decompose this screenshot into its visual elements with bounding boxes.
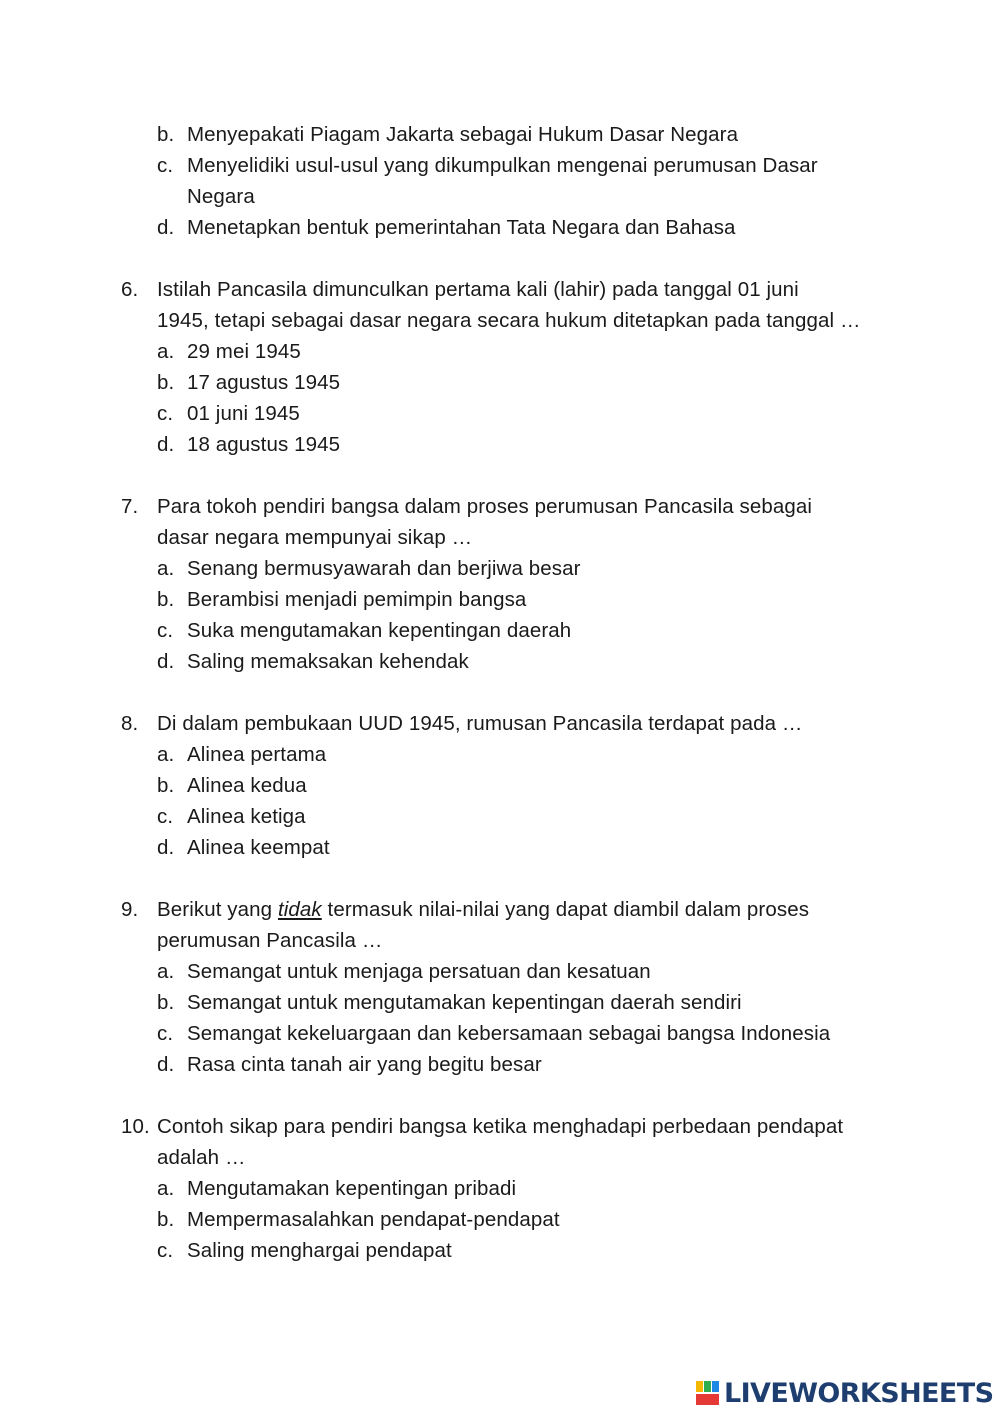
question-text-post: termasuk nilai-nilai yang dapat diambil dalam proses	[321, 898, 810, 921]
question-text: Di dalam pembukaan UUD 1945, rumusan Pancasila terdapat pada …	[157, 712, 803, 735]
question-number: 10.	[121, 1115, 150, 1138]
option-label: d.	[157, 836, 175, 859]
question-text: adalah …	[157, 1146, 246, 1169]
question-text: 1945, tetapi sebagai dasar negara secara hukum ditetapkan pada tanggal …	[157, 309, 861, 332]
option-text: 18 agustus 1945	[187, 433, 341, 456]
option-text: Menyelidiki usul-usul yang dikumpulkan mengenai perumusan Dasar	[187, 154, 818, 177]
question-text	[157, 895, 809, 925]
question-number: 9.	[121, 898, 139, 921]
option-label: d.	[157, 433, 175, 456]
option-label: b.	[157, 588, 175, 611]
option-label: c.	[157, 154, 174, 177]
option-label: a.	[157, 960, 175, 983]
option-label: a.	[157, 1177, 175, 1200]
option-label: c.	[157, 805, 174, 828]
emphasized-word: tidak	[277, 898, 322, 921]
option-label: b.	[157, 123, 175, 146]
option-text: 17 agustus 1945	[187, 371, 341, 394]
question-text: Istilah Pancasila dimunculkan pertama kali (lahir) pada tanggal 01 juni	[157, 278, 799, 301]
question-text: Contoh sikap para pendiri bangsa ketika menghadapi perbedaan pendapat	[157, 1115, 844, 1138]
option-text: Mengutamakan kepentingan pribadi	[187, 1177, 517, 1200]
option-text: Alinea kedua	[187, 774, 307, 797]
logo-text: LIVEWORKSHEETS	[724, 1377, 994, 1409]
question-text: perumusan Pancasila …	[157, 929, 383, 952]
question-number: 7.	[121, 495, 139, 518]
option-label: c.	[157, 1022, 174, 1045]
option-label: a.	[157, 557, 175, 580]
question-text-pre: Berikut yang	[157, 898, 278, 921]
option-text: Mempermasalahkan pendapat-pendapat	[187, 1208, 560, 1231]
option-label: b.	[157, 774, 175, 797]
liveworksheets-logo-icon	[696, 1381, 720, 1405]
option-label: c.	[157, 619, 174, 642]
option-text: Semangat untuk menjaga persatuan dan kesatuan	[187, 960, 651, 983]
option-label: c.	[157, 1239, 174, 1262]
option-text: Semangat kekeluargaan dan kebersamaan sebagai bangsa Indonesia	[187, 1022, 831, 1045]
option-text: Saling menghargai pendapat	[187, 1239, 452, 1262]
option-label: b.	[157, 991, 175, 1014]
option-label: d.	[157, 650, 175, 673]
option-text: Rasa cinta tanah air yang begitu besar	[187, 1053, 542, 1076]
option-text: Suka mengutamakan kepentingan daerah	[187, 619, 572, 642]
option-label: b.	[157, 371, 175, 394]
option-label: d.	[157, 1053, 175, 1076]
option-text: Menyepakati Piagam Jakarta sebagai Hukum Dasar Negara	[187, 123, 739, 146]
option-text: 01 juni 1945	[187, 402, 300, 425]
option-text: Menetapkan bentuk pemerintahan Tata Negara dan Bahasa	[187, 216, 736, 239]
liveworksheets-logo	[696, 1378, 993, 1408]
option-text: 29 mei 1945	[187, 340, 301, 363]
question-number: 6.	[121, 278, 139, 301]
option-text: Saling memaksakan kehendak	[187, 650, 469, 673]
question-number: 8.	[121, 712, 139, 735]
question-text: Para tokoh pendiri bangsa dalam proses perumusan Pancasila sebagai	[157, 495, 813, 518]
option-label: a.	[157, 340, 175, 363]
option-text: Berambisi menjadi pemimpin bangsa	[187, 588, 527, 611]
option-text: Negara	[187, 185, 255, 208]
option-label: b.	[157, 1208, 175, 1231]
option-label: d.	[157, 216, 175, 239]
option-text: Alinea ketiga	[187, 805, 306, 828]
option-text: Alinea keempat	[187, 836, 330, 859]
option-text: Alinea pertama	[187, 743, 327, 766]
option-label: a.	[157, 743, 175, 766]
option-label: c.	[157, 402, 174, 425]
question-text: dasar negara mempunyai sikap …	[157, 526, 473, 549]
option-text: Semangat untuk mengutamakan kepentingan daerah sendiri	[187, 991, 742, 1014]
option-text: Senang bermusyawarah dan berjiwa besar	[187, 557, 581, 580]
